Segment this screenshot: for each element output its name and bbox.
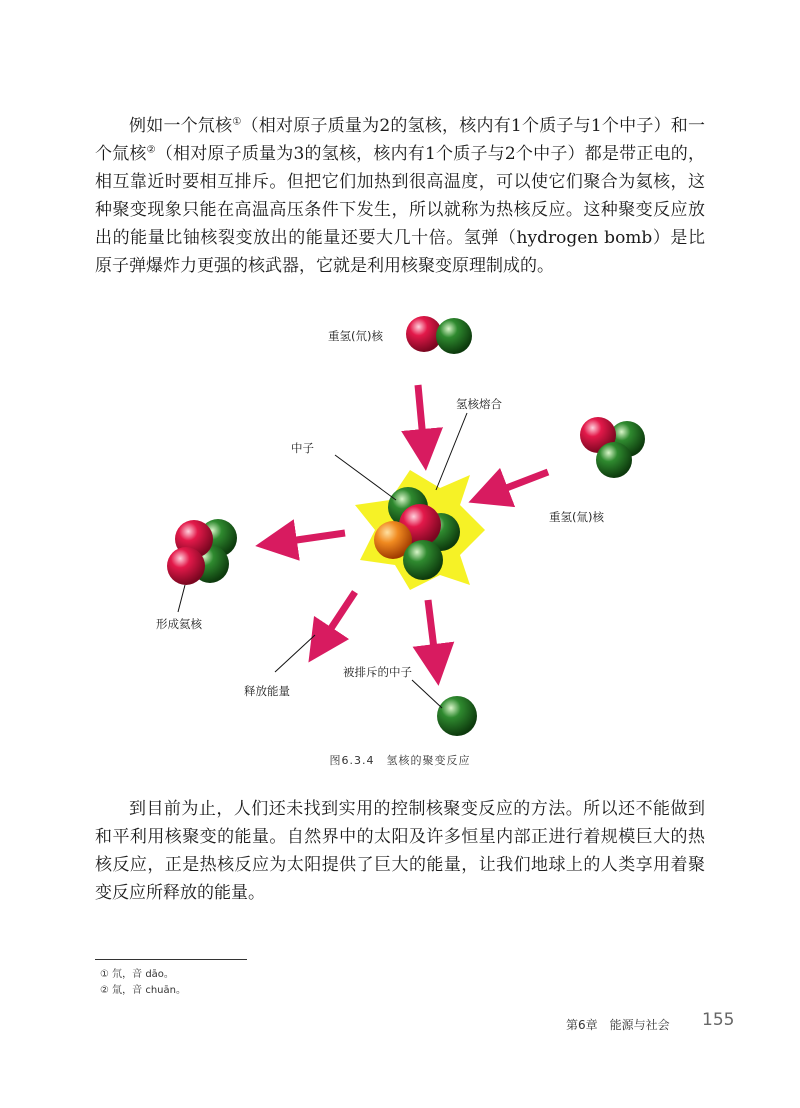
deuterium-nucleus — [406, 316, 472, 354]
text-segment: （相对原子质量为3的氢核，核内有1个质子与2个中子）都是带正电的，相互靠近时要相互排斥。但把它们加热到很高温度，可以使它们聚合为氦核，这种聚变现象只能在高温高压条件下发生，所以就称为热核反应。这种聚变反应放出的能量比铀核裂变放出的能量还要大几十倍。氢弹（hydrogen bomb）是比原子弹爆炸力更强的核武器，它就是利用核聚变原理制成的。 — [95, 144, 706, 276]
label-neutron: 中子 — [291, 441, 314, 455]
footnote-marker-2[interactable]: ② — [146, 144, 156, 156]
footnote-2: ② 氚，音 chuān。 — [100, 985, 186, 996]
footer-chapter-title: 第6章 能源与社会 — [566, 1018, 670, 1032]
figure-caption: 图6.3.4 氢核的聚变反应 — [329, 754, 471, 767]
arrow-neutron-out — [428, 600, 436, 665]
footnote-1: ① 氘，音 dāo。 — [100, 969, 174, 980]
text-segment: 例如一个氘核 — [129, 116, 233, 136]
paragraph-fusion-intro — [95, 112, 705, 280]
label-deuterium: 重氢(氘)核 — [328, 329, 383, 343]
page-number: 155 — [702, 1010, 735, 1030]
label-helium: 形成氦核 — [156, 617, 202, 631]
fusion-diagram — [0, 300, 800, 780]
fusion-core — [355, 470, 485, 590]
arrow-energy-out — [320, 592, 355, 645]
footnote-marker-1[interactable]: ① — [232, 116, 242, 128]
arrow-tritium-in — [488, 472, 548, 495]
repelled-neutron — [437, 696, 477, 736]
text-segment: （相对原子质量为2的氢核，核内有1个质子与1个中子）和一个氚核 — [95, 116, 706, 164]
paragraph-fusion-control: 到目前为止，人们还未找到实用的控制核聚变反应的方法。所以还不能做到和平利用核聚变的能量。自然界中的太阳及许多恒星内部正进行着规模巨大的热核反应，正是热核反应为太阳提供了巨大的能量，让我们地球上的人类享用着聚变反应所释放的能量。 — [95, 799, 705, 903]
helium-nucleus — [167, 519, 237, 585]
label-energy: 释放能量 — [244, 684, 290, 698]
label-tritium: 重氢(氚)核 — [549, 510, 604, 524]
footnote-divider — [95, 959, 247, 960]
label-repelled-neutron: 被排斥的中子 — [343, 665, 412, 679]
tritium-nucleus — [580, 417, 645, 478]
arrow-helium-out — [276, 533, 345, 543]
arrow-deuterium-in — [418, 385, 424, 450]
label-fusion: 氢核熔合 — [456, 397, 502, 411]
